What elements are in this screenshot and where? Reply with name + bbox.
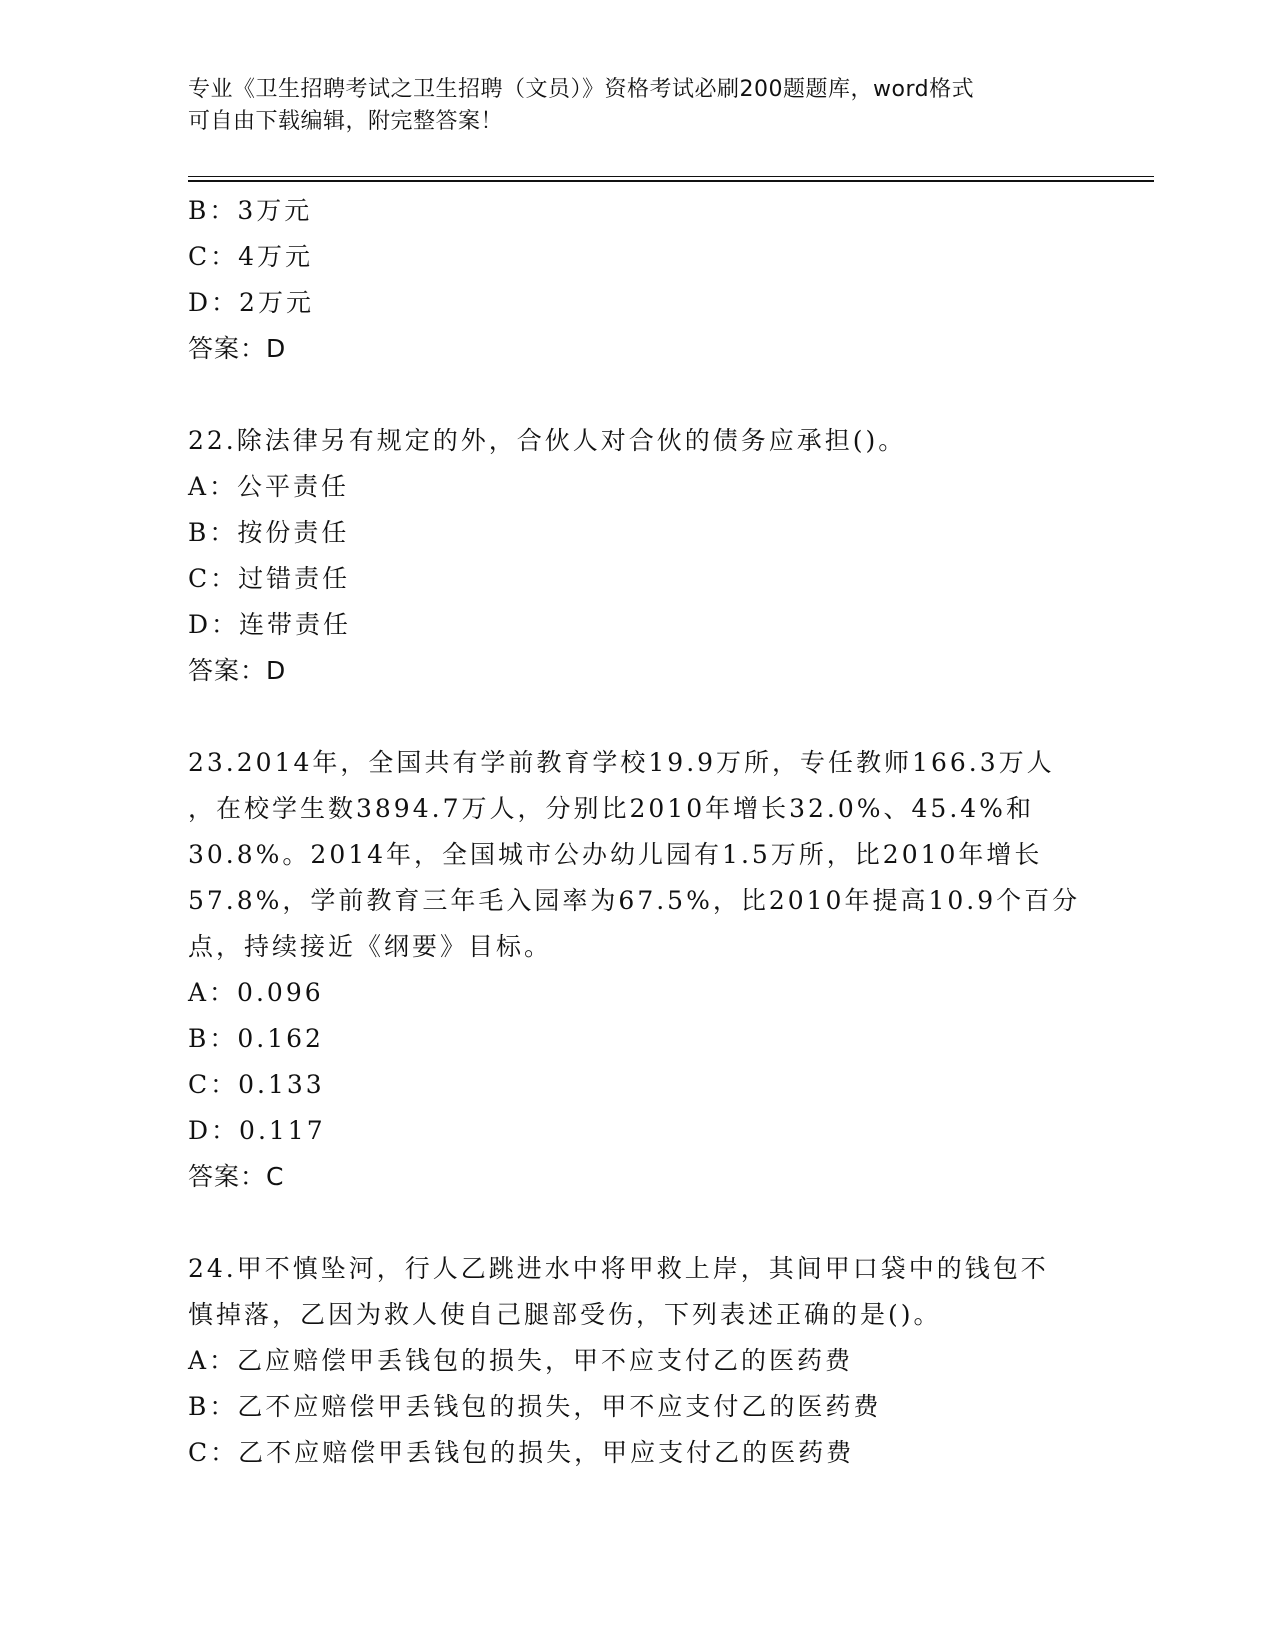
option-d: D：2万元: [188, 288, 314, 317]
answer-line: 答案：C: [188, 1162, 285, 1191]
option-b: B：按份责任: [188, 518, 350, 547]
header-divider-thick: [188, 180, 1154, 182]
header-divider-thin: [188, 176, 1154, 177]
option-a: A：0.096: [188, 978, 324, 1007]
spacer: [188, 694, 1088, 740]
answer-line: 答案：D: [188, 334, 287, 363]
answer-line: 答案：D: [188, 656, 287, 685]
question-stem-line: 点，持续接近《纲要》目标。: [188, 932, 553, 961]
question-stem-line: 慎掉落，乙因为救人使自己腿部受伤，下列表述正确的是()。: [188, 1300, 942, 1329]
header-line-2: 可自由下载编辑，附完整答案！: [188, 109, 504, 134]
document-header: [188, 74, 1068, 138]
option-d: D：连带责任: [188, 610, 352, 639]
question-22: [188, 418, 1088, 694]
option-c: C：乙不应赔偿甲丢钱包的损失，甲应支付乙的医药费: [188, 1438, 855, 1467]
question-stem-line: 24.甲不慎坠河，行人乙跳进水中将甲救上岸，其间甲口袋中的钱包不: [188, 1254, 1049, 1283]
option-a: A：乙应赔偿甲丢钱包的损失，甲不应支付乙的医药费: [188, 1346, 854, 1375]
spacer: [188, 372, 1088, 418]
question-stem-line: ，在校学生数3894.7万人，分别比2010年增长32.0%、45.4%和: [188, 794, 1034, 823]
question-21: [188, 188, 1088, 372]
question-stem: 22.除法律另有规定的外，合伙人对合伙的债务应承担()。: [188, 426, 907, 455]
question-24: [188, 1246, 1088, 1476]
question-stem-line: 57.8%，学前教育三年毛入园率为67.5%，比2010年提高10.9个百分: [188, 886, 1081, 915]
option-b: B：3万元: [188, 196, 313, 225]
option-b: B：0.162: [188, 1024, 324, 1053]
option-b: B：乙不应赔偿甲丢钱包的损失，甲不应支付乙的医药费: [188, 1392, 882, 1421]
option-c: C：0.133: [188, 1070, 325, 1099]
option-c: C：过错责任: [188, 564, 351, 593]
document-body: [188, 188, 1088, 1476]
spacer: [188, 1200, 1088, 1246]
question-stem-line: 30.8%。2014年，全国城市公办幼儿园有1.5万所，比2010年增长: [188, 840, 1043, 869]
header-line-1: 专业《卫生招聘考试之卫生招聘（文员）》资格考试必刷200题题库，word格式: [188, 77, 975, 102]
question-stem-line: 23.2014年，全国共有学前教育学校19.9万所，专任教师166.3万人: [188, 748, 1055, 777]
question-23: [188, 740, 1088, 1200]
option-c: C：4万元: [188, 242, 314, 271]
option-a: A：公平责任: [188, 472, 350, 501]
option-d: D：0.117: [188, 1116, 326, 1145]
